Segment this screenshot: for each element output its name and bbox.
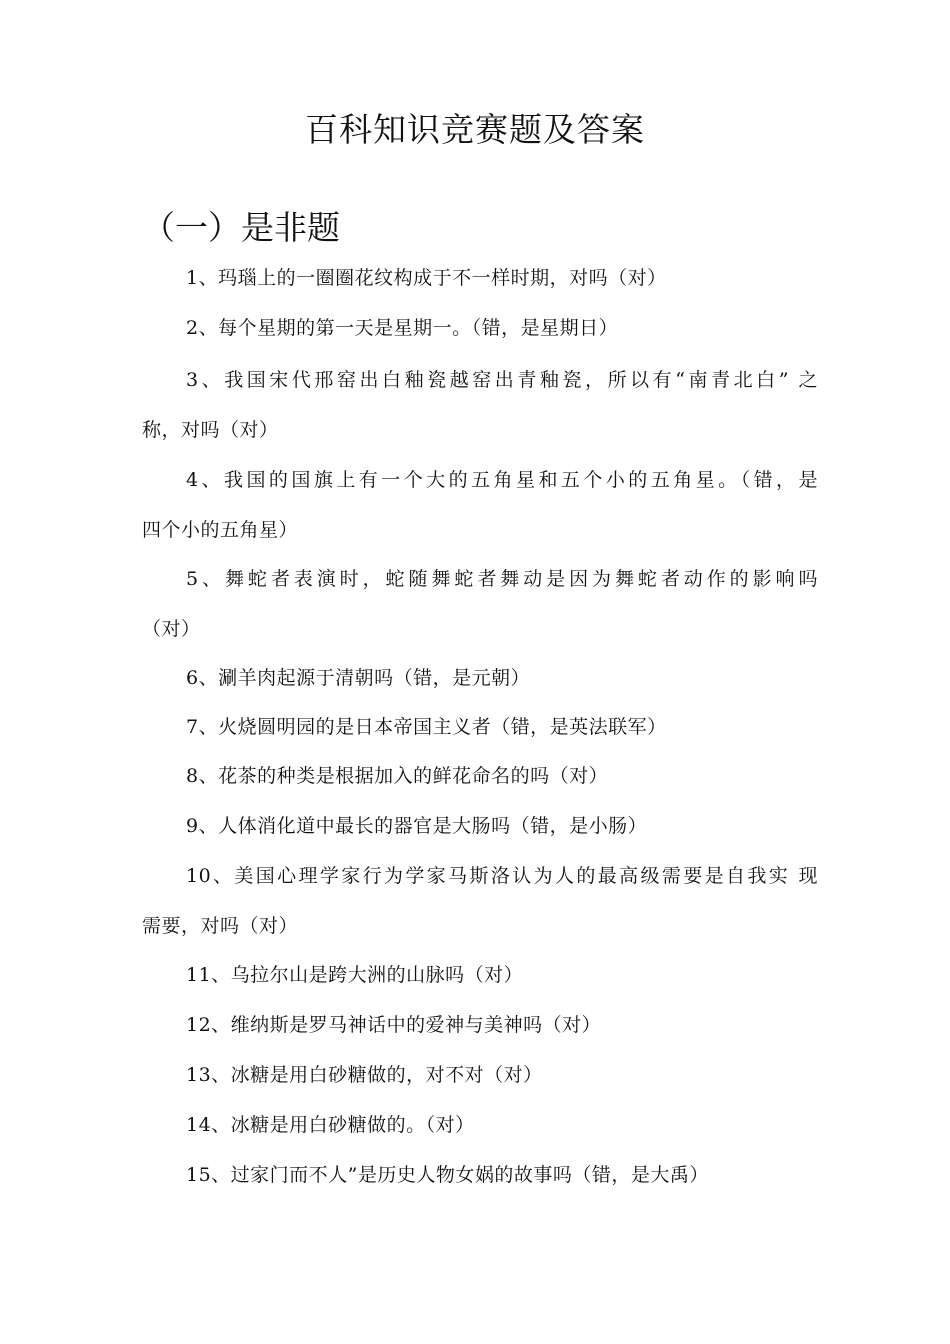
question-text: 15、过家门而不人”是历史人物女娲的故事吗（错，是大禹）	[186, 1164, 709, 1186]
question-item	[142, 950, 818, 1000]
question-text: 11、乌拉尔山是跨大洲的山脉吗（对）	[186, 964, 524, 986]
question-text: 8、花茶的种类是根据加入的鲜花命名的吗（对）	[186, 765, 609, 787]
question-text: 13、冰糖是用白砂糖做的，对不对（对）	[186, 1064, 543, 1086]
page-title: 百科知识竞赛题及答案	[305, 110, 645, 149]
question-item	[142, 455, 818, 555]
section-heading: （一）是非题	[142, 208, 340, 247]
question-item	[142, 1100, 818, 1150]
question-text: 6、涮羊肉起源于清朝吗（错，是元朝）	[186, 667, 531, 689]
question-item	[142, 303, 818, 353]
question-text: 5、舞蛇者表演时，蛇随舞蛇者舞动是因为舞蛇者动作的影响吗	[186, 568, 818, 590]
question-item	[142, 653, 818, 703]
question-text: 14、冰糖是用白砂糖做的。（对）	[186, 1114, 475, 1136]
question-text: 7、火烧圆明园的是日本帝国主义者（错，是英法联军）	[186, 716, 667, 738]
question-item	[142, 1000, 818, 1050]
question-text-continued: 称，对吗（对）	[142, 419, 279, 441]
question-item	[142, 851, 818, 951]
question-text: 12、维纳斯是罗马神话中的爱神与美神吗（对）	[186, 1014, 602, 1036]
question-text: 9、人体消化道中最长的器官是大肠吗（错，是小肠）	[186, 815, 648, 837]
question-item	[142, 751, 818, 801]
question-text: 1、玛瑙上的一圈圈花纹构成于不一样时期，对吗（对）	[186, 267, 667, 289]
question-item	[142, 1150, 818, 1200]
question-text: 2、每个星期的第一天是星期一。（错，是星期日）	[186, 317, 619, 339]
question-item	[142, 554, 818, 654]
question-text: 4、我国的国旗上有一个大的五角星和五个小的五角星。（错，是	[186, 469, 818, 491]
question-text: 3、我国宋代邢窑出白釉瓷越窑出青釉瓷，所以有“南青北白” 之	[186, 369, 818, 391]
question-text-continued: 需要，对吗（对）	[142, 915, 299, 937]
question-item	[142, 801, 818, 851]
question-item	[142, 355, 818, 455]
question-text: 10、美国心理学家行为学家马斯洛认为人的最高级需要是自我实 现	[186, 865, 818, 887]
question-text-continued: 四个小的五角星）	[142, 519, 299, 541]
question-text-continued: （对）	[142, 618, 201, 640]
question-item	[142, 702, 818, 752]
question-item	[142, 1050, 818, 1100]
question-item	[142, 253, 818, 303]
